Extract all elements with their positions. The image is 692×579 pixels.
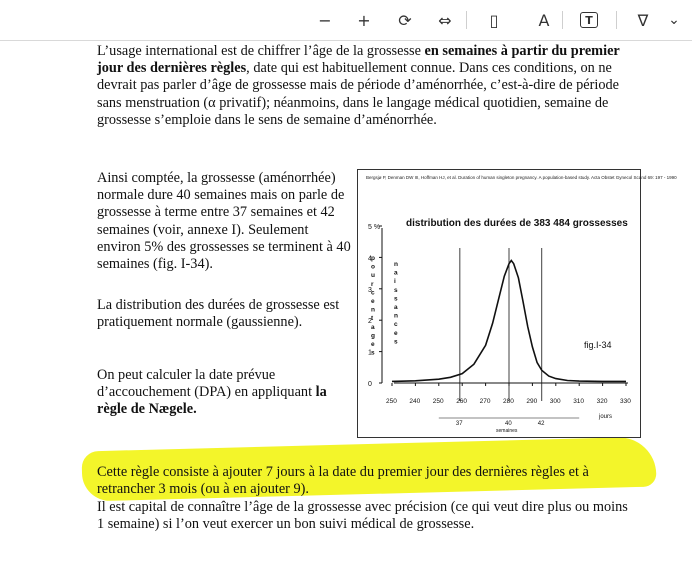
zoom-out-icon[interactable]: −	[318, 10, 332, 30]
y2-axis-letter: s	[394, 338, 398, 346]
y-axis-letter: u	[371, 272, 375, 280]
y2-axis-letter: e	[394, 329, 398, 337]
y-tick-label: 0	[368, 381, 372, 388]
y-axis-letter: r	[371, 280, 374, 288]
x-tick-label: 330	[620, 398, 631, 405]
x-tick-label: 250	[432, 398, 444, 405]
y2-axis-letter: s	[394, 286, 398, 294]
y2-axis-letter: c	[394, 321, 398, 329]
paragraph-dpa	[97, 367, 347, 419]
rotate-icon[interactable]: ⟳	[398, 10, 412, 30]
y-tick-label: 1	[368, 349, 372, 357]
x-tick-label: 240	[409, 398, 421, 405]
x-tick-label: 320	[596, 398, 608, 405]
x-tick-label: 260	[456, 398, 468, 405]
toolbar-divider	[466, 11, 467, 29]
toolbar-divider	[562, 11, 563, 29]
paragraph-conclusion: Il est capital de connaître l’âge de la grossesse avec précision (ce qui veut dire plus ou moins 1 semaine) si l’on veut exercer un bon suivi médical de grossesse.	[97, 499, 628, 533]
fig-label: fig.I-34	[584, 340, 612, 350]
text-run: L’usage international est de chiffrer l’âge de la grossesse	[97, 43, 425, 59]
chevron-down-icon[interactable]: ⌄	[668, 12, 680, 28]
x-axis-label: jours	[599, 414, 613, 420]
y-axis-letter: e	[371, 298, 375, 305]
y2-axis-letter: s	[394, 295, 398, 303]
y-axis-letter: s	[371, 349, 375, 357]
draw-icon[interactable]: ∇	[637, 10, 649, 30]
y-tick-label: 3	[368, 286, 372, 294]
y-axis-letter: e	[371, 341, 375, 348]
toolbar-divider	[616, 11, 617, 29]
y2-axis-letter: n	[394, 312, 398, 320]
paragraph-duration: Ainsi comptée, la grossesse (aménorrhée) normale dure 40 semaines mais on parle de grossesse à terme entre 37 semaines et 42 semaines (voir, annexe I). Seulement environ 5% des grossesses se terminent à 40 semaines (fig. I-34).	[97, 170, 351, 273]
y-axis-letter: a	[371, 323, 375, 331]
x-tick-label: 250	[386, 398, 397, 405]
y-axis-letter: t	[371, 315, 374, 323]
pdf-toolbar	[0, 0, 692, 41]
read-aloud-icon[interactable]: A	[538, 10, 550, 30]
y-axis-letter: g	[371, 332, 375, 340]
y2-axis-letter: a	[394, 304, 398, 311]
x-tick-label: 300	[549, 398, 561, 405]
chart-citation: Bergsjø P, Denman DW III, Hoffman HJ, et al. Duration of human singleton pregnancy. A population-based study. Acta Obstet Gynecol Scand 69: 197 - 1990	[366, 175, 677, 180]
week-mark-label: 40	[505, 421, 512, 427]
fit-width-icon[interactable]: ⇔	[438, 10, 452, 30]
y2-axis-letter: n	[394, 261, 398, 268]
text-run: On peut calculer la date prévue d’accouchement (DPA) en appliquant	[97, 367, 316, 401]
paragraph-intro	[97, 43, 621, 129]
x-tick-label: 290	[526, 398, 538, 405]
y-axis-letter: o	[371, 263, 375, 271]
x-tick-label: 270	[479, 398, 491, 405]
y2-axis-letter: i	[394, 278, 396, 286]
page-view-icon[interactable]: ▯	[489, 10, 499, 30]
gestation-distribution-chart	[357, 169, 677, 438]
week-mark-label: 42	[537, 421, 545, 427]
x-tick-label: 280	[503, 398, 514, 405]
chart-svg	[358, 170, 677, 437]
y2-axis-letter: a	[394, 269, 398, 277]
paragraph-distribution: La distribution des durées de grossesse est pratiquement normale (gaussienne).	[97, 297, 340, 331]
bold-text: la règle de Nægele.	[97, 384, 327, 418]
y-axis-letter: n	[371, 306, 375, 314]
paragraph-naegele-rule: Cette règle consiste à ajouter 7 jours à la date du premier jour des dernières règles et à retrancher 3 mois (ou à en ajouter 9).	[97, 464, 589, 498]
y-tick-label: 4	[368, 255, 372, 263]
y-axis-letter: p	[371, 255, 375, 262]
y-tick-label: 5 %	[368, 224, 381, 231]
chart-title: distribution des durées de 383 484 grossesses	[406, 218, 628, 229]
bold-text: en semaines à partir du premier jour des dernières règles	[97, 43, 620, 77]
week-mark-label: 37	[455, 421, 463, 427]
x-tick-label: 310	[573, 398, 585, 405]
add-text-icon[interactable]: T	[580, 12, 598, 28]
y-tick-label: 2	[368, 318, 372, 326]
y-axis-letter: c	[371, 289, 375, 297]
x2-axis-label: semaines	[496, 428, 518, 434]
zoom-in-icon[interactable]: +	[357, 10, 371, 30]
text-run: , date qui est habituellement connue. Dans ces conditions, on ne devrait pas parler d’âge de grossesse mais de période d’aménorrhée, c’est-à-dire de période sans menstruation (α privatif); néanmoins, dans le langage médical quotidien, semaine de grossesse s’emploie dans le sens de semaine d’aménorrhée.	[97, 60, 619, 128]
